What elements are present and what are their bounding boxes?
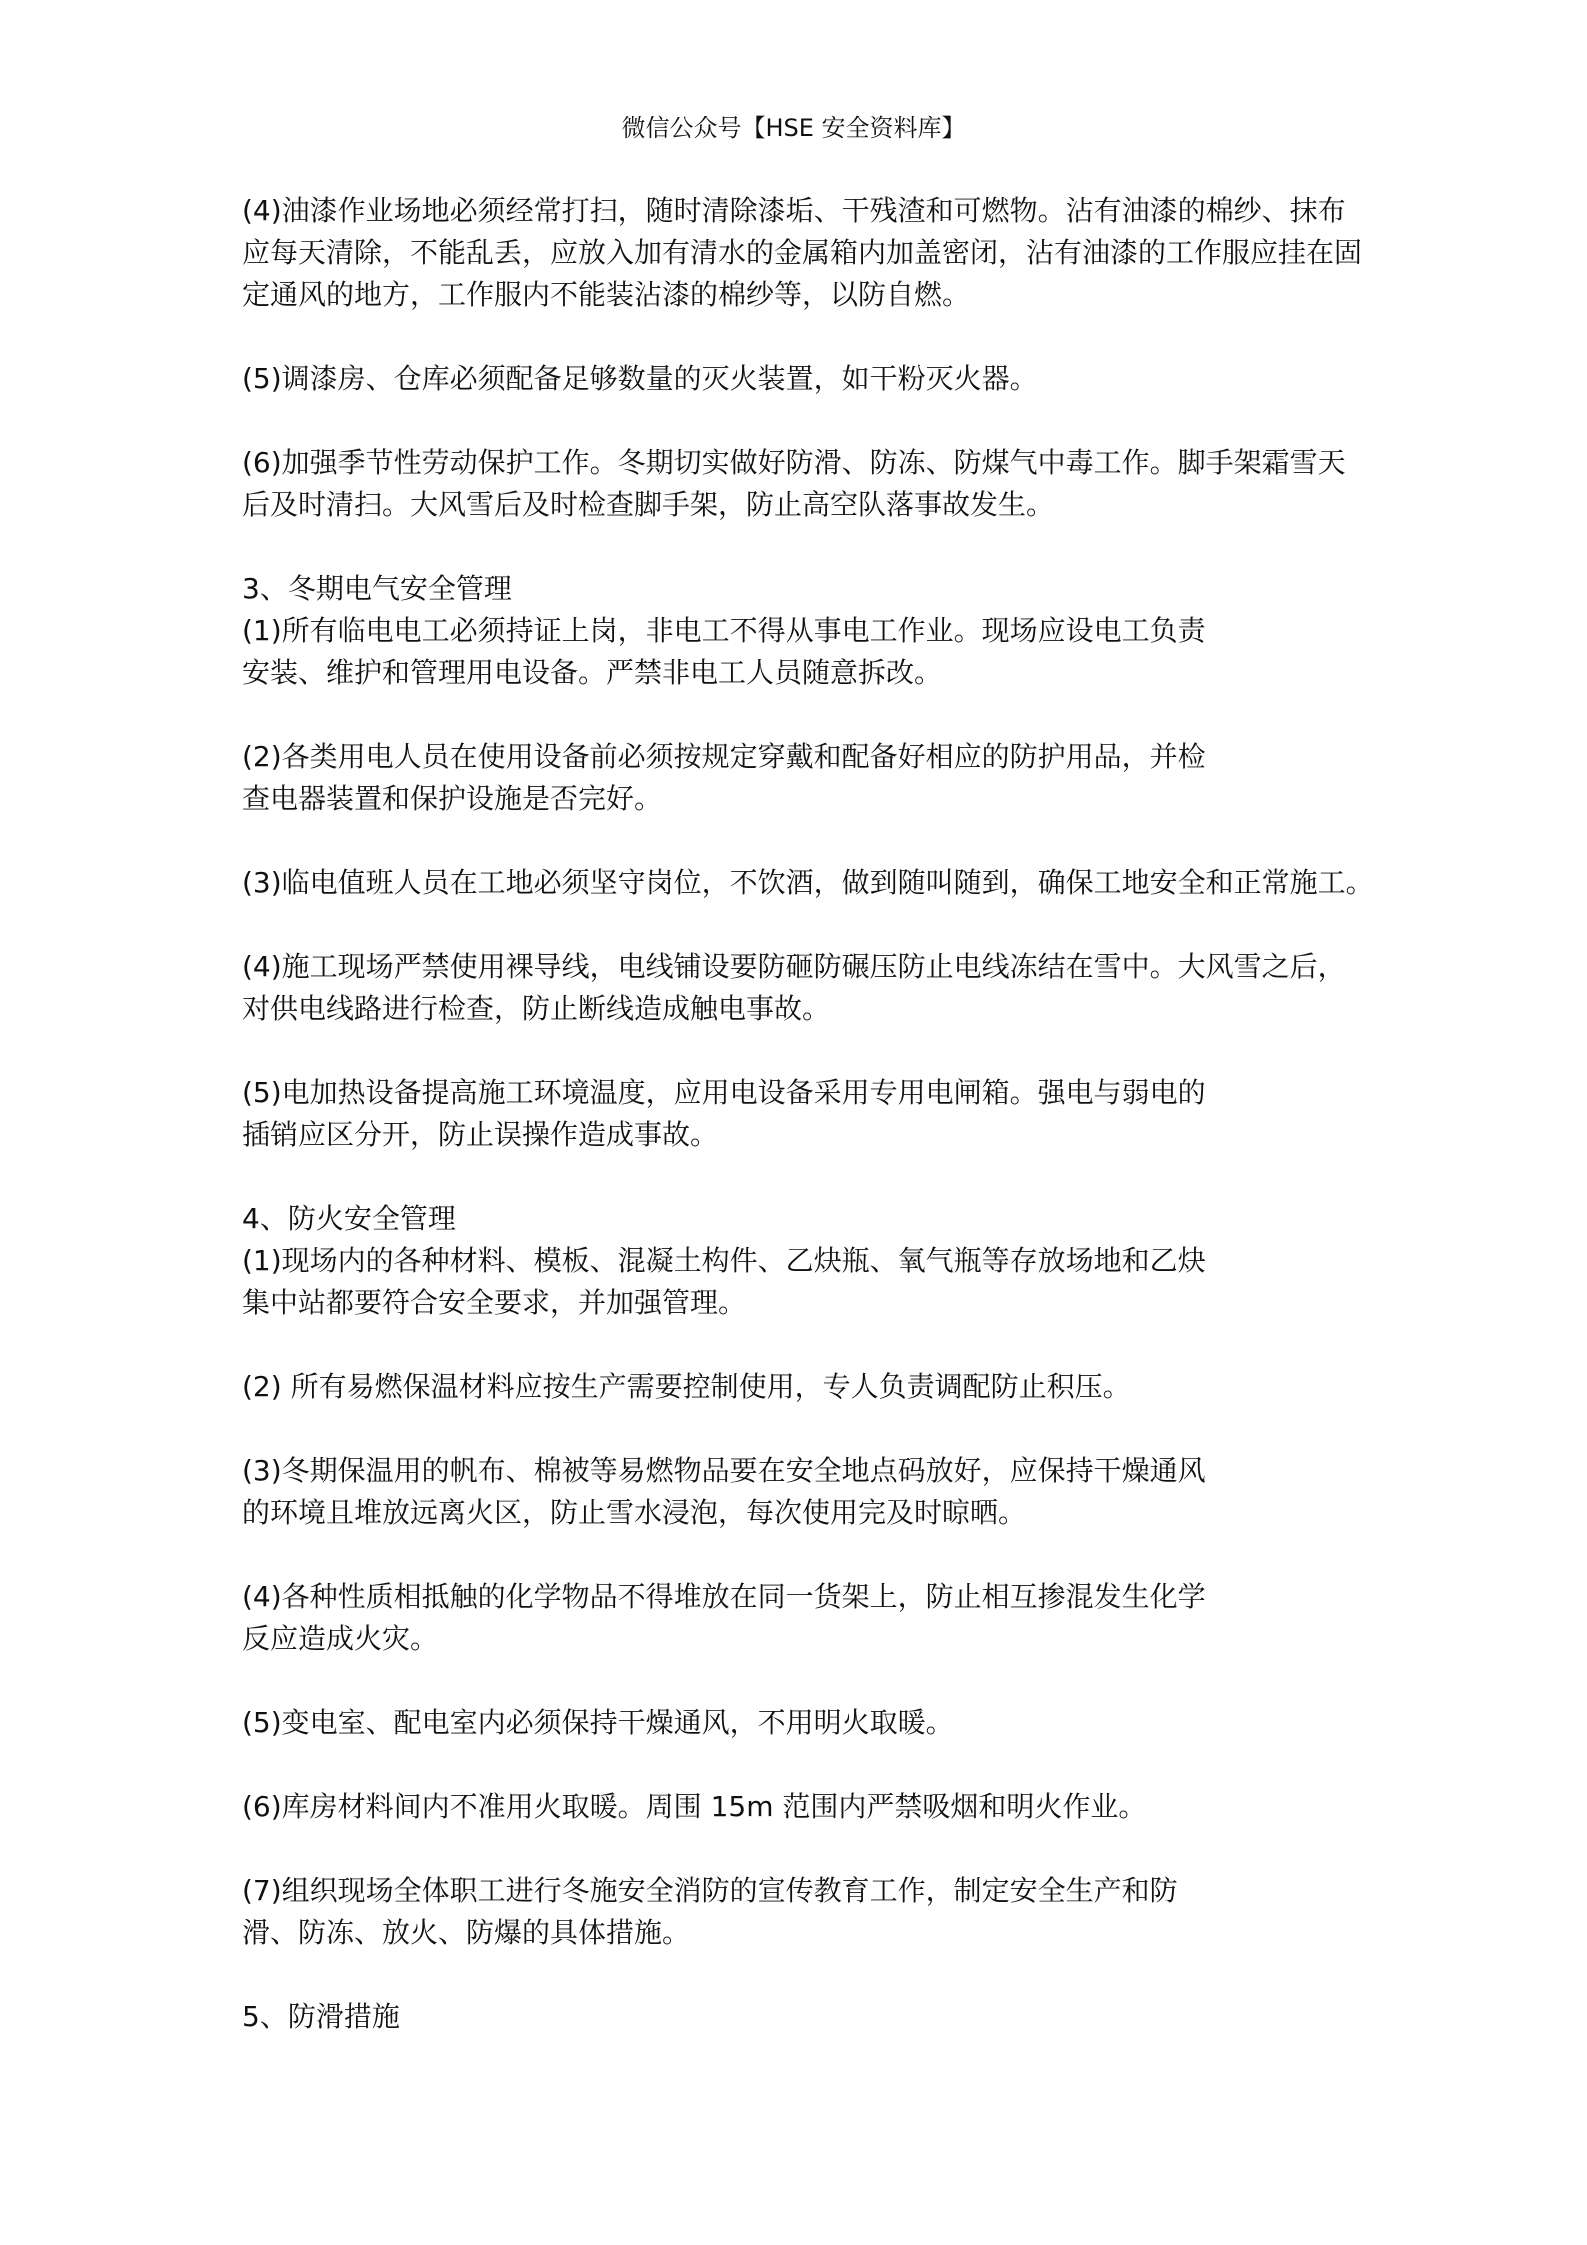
text-line: 定通风的地方，工作服内不能装沾漆的棉纱等，以防自燃。 [242, 278, 971, 311]
text-line: (2)各类用电人员在使用设备前必须按规定穿戴和配备好相应的防护用品，并检 [242, 740, 1206, 773]
text-line: 应每天清除，不能乱丢，应放入加有清水的金属箱内加盖密闭，沾有油漆的工作服应挂在固 [242, 236, 1363, 269]
text-line: 后及时清扫。大风雪后及时检查脚手架，防止高空队落事故发生。 [242, 488, 1055, 521]
text-line: 集中站都要符合安全要求，并加强管理。 [242, 1286, 747, 1319]
text-line: 对供电线路进行检查，防止断线造成触电事故。 [242, 992, 831, 1025]
text-line: 查电器装置和保护设施是否完好。 [242, 782, 663, 815]
paragraph-gap [242, 1030, 1372, 1072]
paragraph-gap [242, 1828, 1372, 1870]
text-line: (5)调漆房、仓库必须配备足够数量的灭火装置，如干粉灭火器。 [242, 362, 1038, 395]
paragraph-gap [242, 316, 1372, 358]
section-heading: 5、防滑措施 [242, 2000, 400, 2033]
paragraph-gap [242, 1534, 1372, 1576]
paragraph-gap [242, 400, 1372, 442]
text-line: (1)所有临电电工必须持证上岗，非电工不得从事电工作业。现场应设电工负责 [242, 614, 1206, 647]
text-line: (6)库房材料间内不准用火取暖。周围 15m 范围内严禁吸烟和明火作业。 [242, 1790, 1147, 1823]
paragraph-gap [242, 1744, 1372, 1786]
document-body [242, 190, 1372, 2038]
text-line: (2) 所有易燃保温材料应按生产需要控制使用，专人负责调配防止积压。 [242, 1370, 1131, 1403]
paragraph-gap [242, 694, 1372, 736]
text-line: (1)现场内的各种材料、模板、混凝土构件、乙炔瓶、氧气瓶等存放场地和乙炔 [242, 1244, 1206, 1277]
page-header: 微信公众号【HSE 安全资料库】 [621, 114, 966, 142]
paragraph-gap [242, 820, 1372, 862]
text-line: (7)组织现场全体职工进行冬施安全消防的宣传教育工作，制定安全生产和防 [242, 1874, 1178, 1907]
text-line: (6)加强季节性劳动保护工作。冬期切实做好防滑、防冻、防煤气中毒工作。脚手架霜雪天 [242, 446, 1346, 479]
text-line: 滑、防冻、放火、防爆的具体措施。 [242, 1916, 691, 1949]
section-heading: 4、防火安全管理 [242, 1202, 456, 1235]
section-heading: 3、冬期电气安全管理 [242, 572, 512, 605]
text-line: (4)油漆作业场地必须经常打扫，随时清除漆垢、干残渣和可燃物。沾有油漆的棉纱、抹布 [242, 194, 1346, 227]
text-line: 安装、维护和管理用电设备。严禁非电工人员随意拆改。 [242, 656, 943, 689]
paragraph-gap [242, 1324, 1372, 1366]
paragraph-gap [242, 1954, 1372, 1996]
text-line: (3)冬期保温用的帆布、棉被等易燃物品要在安全地点码放好，应保持干燥通风 [242, 1454, 1206, 1487]
paragraph-gap [242, 1156, 1372, 1198]
text-line: (3)临电值班人员在工地必须坚守岗位，不饮酒，做到随叫随到，确保工地安全和正常施工。 [242, 866, 1374, 899]
text-line: 插销应区分开，防止误操作造成事故。 [242, 1118, 719, 1151]
paragraph-gap [242, 1408, 1372, 1450]
text-line: (5)电加热设备提高施工环境温度，应用电设备采用专用电闸箱。强电与弱电的 [242, 1076, 1206, 1109]
paragraph-gap [242, 904, 1372, 946]
text-line: (5)变电室、配电室内必须保持干燥通风，不用明火取暖。 [242, 1706, 954, 1739]
text-line: (4)施工现场严禁使用裸导线，电线铺设要防砸防碾压防止电线冻结在雪中。大风雪之后， [242, 950, 1346, 983]
text-line: 的环境且堆放远离火区，防止雪水浸泡，每次使用完及时晾晒。 [242, 1496, 1027, 1529]
paragraph-gap [242, 526, 1372, 568]
text-line: 反应造成火灾。 [242, 1622, 439, 1655]
paragraph-gap [242, 1660, 1372, 1702]
text-line: (4)各种性质相抵触的化学物品不得堆放在同一货架上，防止相互掺混发生化学 [242, 1580, 1206, 1613]
